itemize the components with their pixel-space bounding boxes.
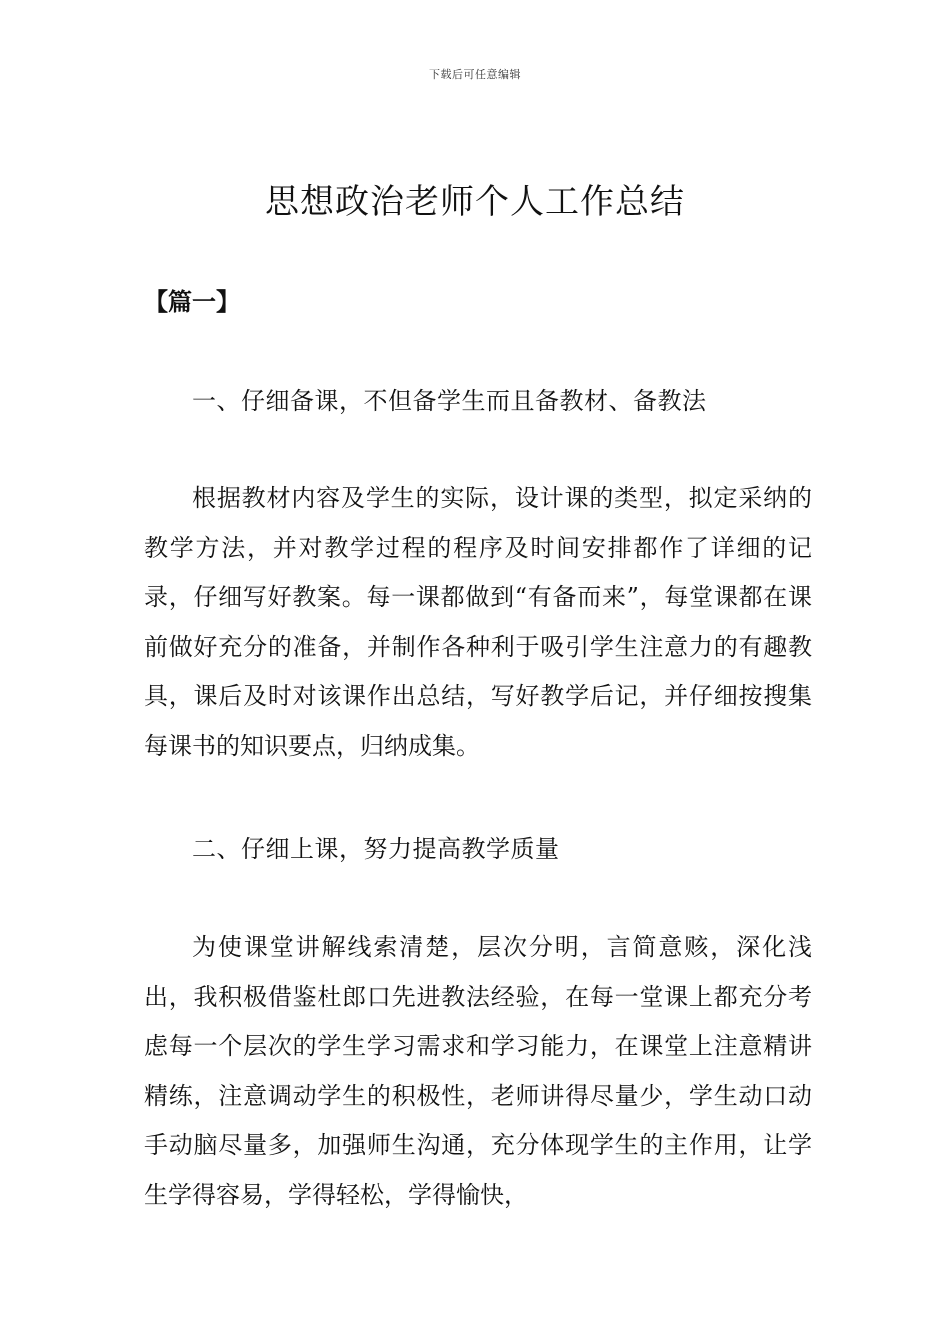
section-paragraph-2: 为使课堂讲解线索清楚，层次分明，言简意赅，深化浅出，我积极借鉴杜郎口先进教法经验，在每一堂课上都充分考虑每一个层次的学生学习需求和学习能力，在课堂上注意精讲精练，注意调动学生的积极性，老师讲得尽量少，学生动口动手动脑尽量多，加强师生沟通，充分体现学生的主作用，让学生学得容易，学得轻松，学得愉快， <box>144 933 812 1209</box>
section-mark: 【篇一】 <box>144 287 240 316</box>
header-note: 下载后可任意编辑 <box>429 68 521 81</box>
section-heading-1: 一、仔细备课，不但备学生而且备教材、备教法 <box>192 387 707 415</box>
document-title: 思想政治老师个人工作总结 <box>265 182 685 222</box>
section-heading-2: 二、仔细上课，努力提高教学质量 <box>192 835 560 863</box>
section-paragraph-1: 根据教材内容及学生的实际，设计课的类型，拟定采纳的教学方法，并对教学过程的程序及时间安排都作了详细的记录，仔细写好教案。每一课都做到“有备而来”，每堂课都在课前做好充分的准备，并制作各种利于吸引学生注意力的有趣教具，课后及时对该课作出总结，写好教学后记，并仔细按搜集每课书的知识要点，归纳成集。 <box>144 484 812 760</box>
